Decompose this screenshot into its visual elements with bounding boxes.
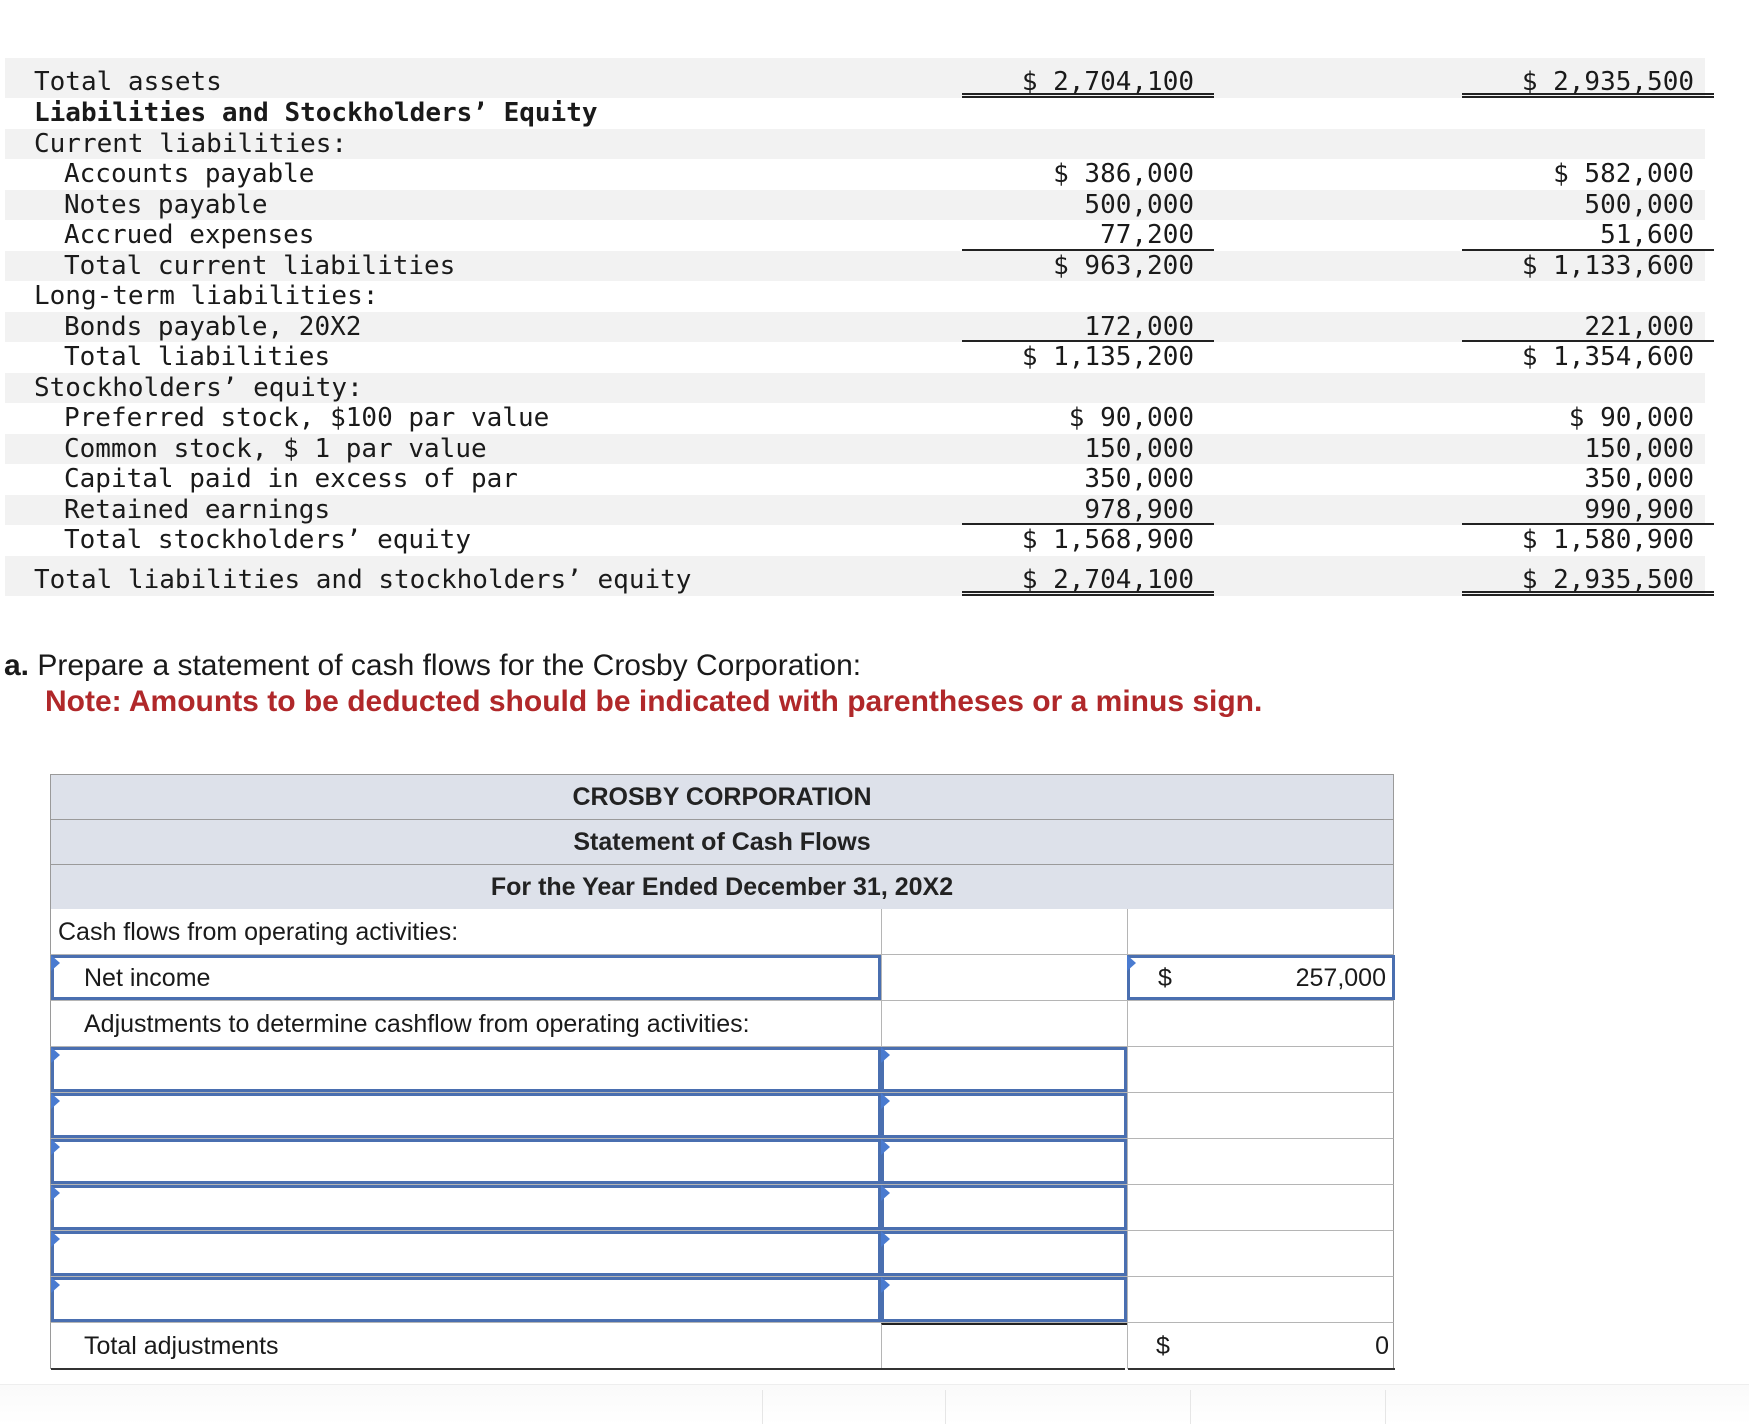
adjustment-row (50, 1231, 1394, 1277)
net-income-label: Net income (84, 964, 211, 992)
balance-sheet-row (5, 525, 1705, 556)
balance-sheet-amount: $ 1,568,900 (1021, 525, 1194, 555)
balance-sheet-amount: 500,000 (1084, 189, 1194, 220)
balance-sheet-label: Total liabilities (64, 342, 331, 372)
balance-sheet-amount: $ 1,580,900 (1521, 525, 1694, 555)
balance-sheet-amount (1694, 129, 1714, 159)
balance-sheet-amount: $ 2,935,500 (1521, 564, 1694, 595)
balance-sheet-value-20x2 (1462, 251, 1714, 282)
adjustment-description-input[interactable] (51, 1047, 881, 1092)
balance-sheet-amount: 51,600 (1600, 220, 1694, 250)
cash-flow-statement-table (50, 774, 1394, 1369)
balance-sheet-amount: $ 582,000 (1553, 159, 1694, 189)
balance-sheet-value-20x1 (962, 403, 1214, 434)
statement-company: CROSBY CORPORATION (50, 774, 1394, 819)
balance-sheet-label: Total assets (34, 67, 222, 97)
balance-sheet-amount: 77,200 (1100, 220, 1194, 250)
balance-sheet-label: Retained earnings (64, 494, 331, 525)
balance-sheet-value-20x2 (1462, 403, 1714, 434)
adjustment-amount-input[interactable] (881, 1047, 1127, 1092)
balance-sheet-amount (1194, 98, 1214, 128)
balance-sheet-row (5, 251, 1705, 282)
balance-sheet-amount: $ 90,000 (1068, 403, 1194, 433)
scroll-footer (0, 1384, 1749, 1425)
balance-sheet-value-20x1 (962, 556, 1214, 596)
balance-sheet-amount: $ 1,135,200 (1021, 342, 1194, 372)
balance-sheet-row (5, 373, 1705, 404)
total-adjustments-value: 0 (1375, 1332, 1389, 1360)
balance-sheet-value-20x2 (1462, 58, 1714, 98)
adjustments-heading: Adjustments to determine cashflow from operating activities: (84, 1010, 750, 1038)
adjustment-row (50, 1093, 1394, 1139)
balance-sheet (5, 58, 1705, 596)
balance-sheet-value-20x2 (1462, 312, 1714, 343)
adjustment-description-input[interactable] (51, 1231, 881, 1276)
balance-sheet-value-20x2 (1462, 434, 1714, 465)
balance-sheet-amount: 172,000 (1084, 311, 1194, 342)
operating-heading: Cash flows from operating activities: (58, 918, 459, 946)
balance-sheet-value-20x2 (1462, 129, 1714, 160)
balance-sheet-value-20x2 (1462, 190, 1714, 221)
balance-sheet-amount: 978,900 (1084, 494, 1194, 525)
balance-sheet-row (5, 464, 1705, 495)
balance-sheet-label: Bonds payable, 20X2 (64, 311, 362, 342)
net-income-value: 257,000 (1295, 964, 1386, 992)
balance-sheet-label: Common stock, $ 1 par value (64, 433, 487, 464)
balance-sheet-label: Total stockholders’ equity (64, 525, 471, 555)
adjustment-amount-input[interactable] (881, 1185, 1127, 1230)
balance-sheet-value-20x2 (1462, 556, 1714, 596)
question-prompt (4, 648, 861, 684)
balance-sheet-value-20x1 (962, 129, 1214, 160)
balance-sheet-amount (1194, 373, 1214, 403)
operating-heading-row (50, 909, 1394, 955)
balance-sheet-amount: 150,000 (1084, 433, 1194, 464)
balance-sheet-row (5, 312, 1705, 343)
balance-sheet-value-20x1 (962, 220, 1214, 251)
question-note: Note: Amounts to be deducted should be indicated with parentheses or a minus sign. (45, 685, 1263, 718)
balance-sheet-value-20x1 (962, 190, 1214, 221)
adjustments-heading-row (50, 1001, 1394, 1047)
adjustment-description-input[interactable] (51, 1093, 881, 1138)
balance-sheet-amount (1694, 373, 1714, 403)
balance-sheet-label: Total current liabilities (64, 250, 456, 281)
statement-period: For the Year Ended December 31, 20X2 (50, 864, 1394, 909)
net-income-row (50, 955, 1394, 1001)
balance-sheet-value-20x1 (962, 434, 1214, 465)
balance-sheet-value-20x1 (962, 373, 1214, 404)
statement-title: Statement of Cash Flows (50, 819, 1394, 864)
balance-sheet-value-20x1 (962, 58, 1214, 98)
adjustment-description-input[interactable] (51, 1277, 881, 1322)
balance-sheet-value-20x1 (962, 495, 1214, 526)
balance-sheet-row (5, 129, 1705, 160)
balance-sheet-amount (1694, 98, 1714, 128)
balance-sheet-amount: 350,000 (1584, 464, 1694, 494)
balance-sheet-value-20x2 (1462, 464, 1714, 495)
adjustment-amount-input[interactable] (881, 1231, 1127, 1276)
balance-sheet-label: Capital paid in excess of par (64, 464, 518, 494)
balance-sheet-value-20x2 (1462, 495, 1714, 526)
balance-sheet-row (5, 220, 1705, 251)
adjustment-description-input[interactable] (51, 1139, 881, 1184)
balance-sheet-amount (1194, 129, 1214, 159)
balance-sheet-amount: $ 1,133,600 (1521, 250, 1694, 281)
balance-sheet-row (5, 58, 1705, 98)
balance-sheet-row (5, 556, 1705, 596)
total-adjustments-row (50, 1323, 1394, 1369)
balance-sheet-row (5, 98, 1705, 129)
balance-sheet-label: Accounts payable (64, 159, 315, 189)
currency-symbol: $ (1158, 964, 1172, 992)
balance-sheet-label: Long-term liabilities: (34, 281, 379, 311)
balance-sheet-value-20x1 (962, 251, 1214, 282)
balance-sheet-amount: 150,000 (1584, 433, 1694, 464)
question-text: Prepare a statement of cash flows for the Crosby Corporation: (37, 649, 862, 682)
balance-sheet-amount (1694, 281, 1714, 311)
total-adjustments-label: Total adjustments (84, 1332, 279, 1360)
balance-sheet-row (5, 190, 1705, 221)
balance-sheet-value-20x1 (962, 98, 1214, 129)
balance-sheet-row (5, 159, 1705, 190)
balance-sheet-value-20x1 (962, 281, 1214, 312)
adjustment-row (50, 1047, 1394, 1093)
balance-sheet-amount: 990,900 (1584, 494, 1694, 525)
adjustment-amount-input[interactable] (881, 1277, 1127, 1322)
question-letter: a. (4, 649, 30, 682)
balance-sheet-value-20x2 (1462, 281, 1714, 312)
balance-sheet-row (5, 495, 1705, 526)
adjustment-row (50, 1185, 1394, 1231)
adjustment-rows (50, 1047, 1394, 1323)
balance-sheet-amount: $ 2,704,100 (1021, 564, 1194, 595)
adjustment-amount-input[interactable] (881, 1093, 1127, 1138)
adjustment-row (50, 1139, 1394, 1185)
balance-sheet-amount: $ 90,000 (1568, 403, 1694, 433)
balance-sheet-label: Accrued expenses (64, 220, 315, 250)
balance-sheet-value-20x2 (1462, 525, 1714, 556)
adjustment-amount-input[interactable] (881, 1139, 1127, 1184)
balance-sheet-value-20x2 (1462, 98, 1714, 129)
balance-sheet-label: Total liabilities and stockholders’ equity (34, 564, 692, 595)
balance-sheet-value-20x1 (962, 464, 1214, 495)
balance-sheet-amount (1194, 281, 1214, 311)
net-income-amount-input[interactable] (1127, 955, 1395, 1000)
adjustment-description-input[interactable] (51, 1185, 881, 1230)
balance-sheet-value-20x2 (1462, 220, 1714, 251)
balance-sheet-amount: $ 386,000 (1053, 159, 1194, 189)
balance-sheet-value-20x2 (1462, 159, 1714, 190)
balance-sheet-row (5, 342, 1705, 373)
balance-sheet-label: Liabilities and Stockholders’ Equity (34, 98, 598, 128)
balance-sheet-value-20x1 (962, 342, 1214, 373)
balance-sheet-value-20x2 (1462, 373, 1714, 404)
balance-sheet-value-20x1 (962, 312, 1214, 343)
currency-symbol: $ (1156, 1332, 1170, 1360)
net-income-label-input[interactable] (51, 955, 881, 1000)
balance-sheet-label: Stockholders’ equity: (34, 372, 363, 403)
balance-sheet-amount: 221,000 (1584, 311, 1694, 342)
balance-sheet-amount: 500,000 (1584, 189, 1694, 220)
balance-sheet-value-20x1 (962, 159, 1214, 190)
balance-sheet-row (5, 281, 1705, 312)
balance-sheet-amount: $ 2,704,100 (1021, 67, 1194, 97)
balance-sheet-amount: $ 1,354,600 (1521, 342, 1694, 372)
balance-sheet-amount: $ 963,200 (1053, 250, 1194, 281)
balance-sheet-label: Current liabilities: (34, 128, 348, 159)
balance-sheet-row (5, 434, 1705, 465)
balance-sheet-label: Notes payable (64, 189, 268, 220)
balance-sheet-value-20x1 (962, 525, 1214, 556)
balance-sheet-value-20x2 (1462, 342, 1714, 373)
balance-sheet-amount: $ 2,935,500 (1521, 67, 1694, 97)
adjustment-row (50, 1277, 1394, 1323)
balance-sheet-label: Preferred stock, $100 par value (64, 403, 550, 433)
balance-sheet-row (5, 403, 1705, 434)
balance-sheet-amount: 350,000 (1084, 464, 1194, 494)
